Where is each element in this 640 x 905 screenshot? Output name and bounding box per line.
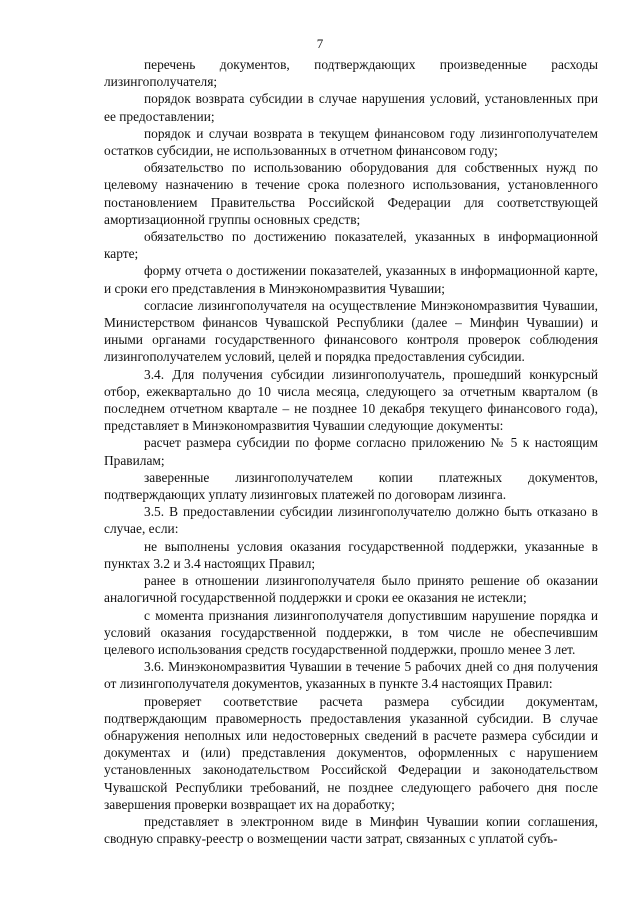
paragraph: заверенные лизингополучателем копии платежных документов, подтверждающих уплату лизинговых платежей по договорам лизинга.	[104, 469, 598, 503]
paragraph: ранее в отношении лизингополучателя было принято решение об оказании аналогичной государственной поддержки и сроки ее оказания не истекли;	[104, 573, 598, 606]
paragraph: 3.5. В предоставлении субсидии лизингополучателю должно быть отказано в случае, если:	[104, 504, 598, 537]
paragraph: 3.4. Для получения субсидии лизингополучатель, прошедший конкурсный отбор, ежеквартально до 10 числа месяца, следующего за отчетным кварталом (в последнем отчетном квартале – не позднее 10 декабря текущего финансового года), представляет в Минэкономразвития Чувашии следующие документы:	[104, 366, 598, 434]
paragraph: представляет в электронном виде в Минфин Чувашии копии соглашения, сводную справку-реестр о возмещении части затрат, связанных с уплатой субъ-	[104, 813, 598, 847]
paragraph: не выполнены условия оказания государственной поддержки, указанные в пунктах 3.2 и 3.4 настоящих Правил;	[104, 538, 598, 571]
paragraph: форму отчета о достижении показателей, указанных в информационной карте, и сроки его представления в Минэкономразвития Чувашии;	[104, 263, 598, 296]
document-body	[104, 56, 598, 847]
paragraph: проверяет соответствие расчета размера субсидии документам, подтверждающим правомерность предоставления указанной субсидии. В случае обнаружения неполных или недостоверных сведений в расчете размера субсидии и документах и (или) представления документов, оформленных с нарушением установленных законодательством Российской Федерации и законодательством Чувашской Республики требований, не позднее следующего рабочего дня после завершения проверки возвращает их на доработку;	[104, 693, 598, 812]
paragraph: с момента признания лизингополучателя допустившим нарушение порядка и условий оказания государственной поддержки, в том числе не обеспечившим целевого использования средств государственной поддержки, прошло менее 3 лет.	[104, 607, 598, 657]
paragraph: порядок и случаи возврата в текущем финансовом году лизингополучателем остатков субсидии, не использованных в отчетном финансовом году;	[104, 125, 598, 159]
paragraph: обязательство по достижению показателей, указанных в информационной карте;	[104, 229, 598, 262]
page-number: 7	[316, 36, 324, 51]
paragraph: порядок возврата субсидии в случае нарушения условий, установленных при ее предоставлении;	[104, 91, 598, 124]
paragraph: согласие лизингополучателя на осуществление Минэкономразвития Чувашии, Министерством финансов Чувашской Республики (далее – Минфин Чувашии) и иными органами государственного финансового контроля проверок соблюдения лизингополучателем условий, целей и порядка предоставления субсидии.	[104, 297, 598, 365]
paragraph: расчет размера субсидии по форме согласно приложению № 5 к настоящим Правилам;	[104, 435, 598, 468]
paragraph: 3.6. Минэкономразвития Чувашии в течение 5 рабочих дней со дня получения от лизингополучателя документов, указанных в пункте 3.4 настоящих Правил:	[104, 659, 598, 692]
paragraph: перечень документов, подтверждающих произведенные расходы лизингополучателя;	[104, 57, 598, 90]
paragraph: обязательство по использованию оборудования для собственных нужд по целевому назначению в течение срока полезного использования, установленного постановлением Правительства Российской Федерации для соответствующей амортизационной группы основных средств;	[104, 160, 598, 227]
